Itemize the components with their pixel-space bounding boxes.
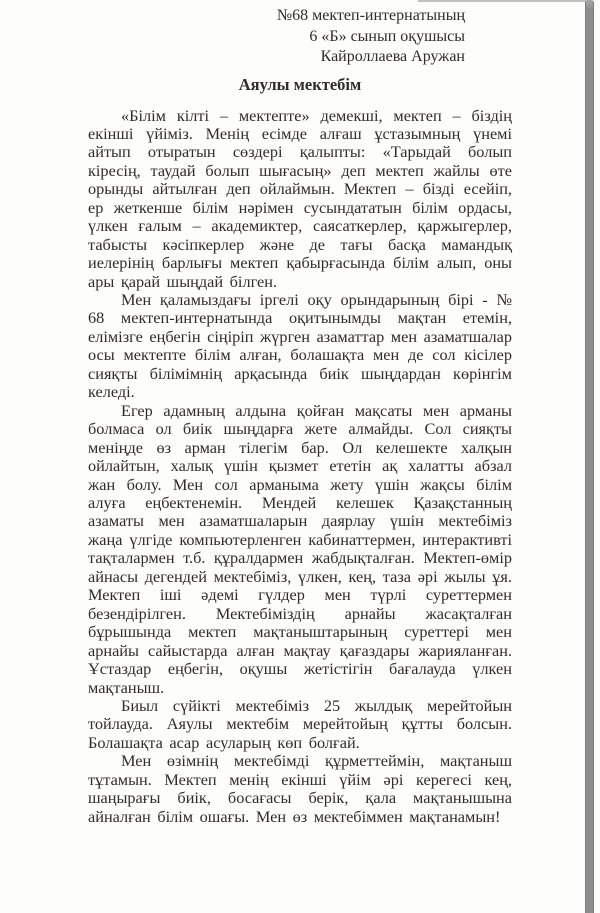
- author-line-class: 6 «Б» сынып оқушысы: [309, 27, 465, 45]
- essay-title: Аяулы мектебім: [238, 74, 362, 94]
- paragraph: Биыл сүйікті мектебіміз 25 жылдық мерейтойын тойлауда. Аяулы мектебім мерейтойың құтты болсын. Болашақта асар асуларың көп болғай.: [88, 696, 512, 752]
- scan-artifact: [418, 0, 586, 2]
- author-line-school: №68 мектеп-интернатының: [276, 7, 465, 24]
- essay-body: [88, 107, 512, 827]
- paragraph: Егер адамның алдына қойған мақсаты мен арманы болмаса ол биік шыңдарға жете алмайды. Сол сияқты меніңде өз арман тілегім бар. Ол келешекте халқын ойлайтын, халық үшін қызмет ететін ақ халатты абзал жан болу. Мен сол арманыма жету үшін жақсы білім алуға еңбектенемін. Мендей келешек Қазақстанның азаматы мен азаматшаларын даярлау үшін мектебіміз жаңа үлгіде компьютерленген кабинаттермен, интерактивті тақталармен т.б. құралдармен жабдықталған. Мектеп-өмір айнасы дегендей мектебіміз, үлкен, кең, таза әрі жылы ұя. Мектеп іші әдемі гүлдер мен түрлі суреттермен безендірілген. Мектебіміздің арнайы жасақталған бұрышында мектеп мақтаныштарының суреттері мен арнайы сайыстарда алған мақтау қағаздары жарияланған. Ұстаздар еңбегін, оқушы жетістігін бағалауда үлкен мақтаныш.: [88, 400, 512, 697]
- author-line-name: Кайроллаева Аружан: [320, 48, 465, 65]
- scrollbar[interactable]: [585, 0, 594, 913]
- paragraph: Мен қаламыздағы іргелі оқу орындарының бірі - № 68 мектеп-интернатында оқитынымды мақтан етемін, елімізге еңбегін сіңіріп жүрген азаматтар мен азаматшалар осы мектепте білім алған, болашақта мен де сол кісілер сияқты білімімнің арқасында биік шыңдардан көрінгім келеді.: [88, 290, 513, 402]
- paragraph: Мен өзімнің мектебімді құрметтеймін, мақтаныш тұтамын. Мектеп менің екінші үйім әрі керегесі кең, шаңырағы биік, босағасы берік, қала мақтанышына айналған білім ошағы. Мен өз мектебіммен мақтанамын!: [88, 751, 512, 826]
- author-block: [0, 0, 465, 68]
- paragraph: «Білім кілті – мектепте» демекші, мектеп – біздің екінші үйіміз. Менің есімде алғаш ұстазымның үнемі айтып отыратын сөздері қалыпты: «Тарыдай болып кіресің, таудай болып шығасың» деп мектеп жайлы өте орынды айтылған деп ойлаймын. Мектеп – бізді есейіп, ер жеткенше білім нәрімен сусындататын білім ордасы, үлкен ғалым – академиктер, саясаткерлер, қаржыгерлер, табысты кәсіпкерлер және де тағы басқа мамандық иелерінің барлығы мектеп қабырғасында білім алып, оны ары қарай шыңдай білген.: [88, 105, 512, 291]
